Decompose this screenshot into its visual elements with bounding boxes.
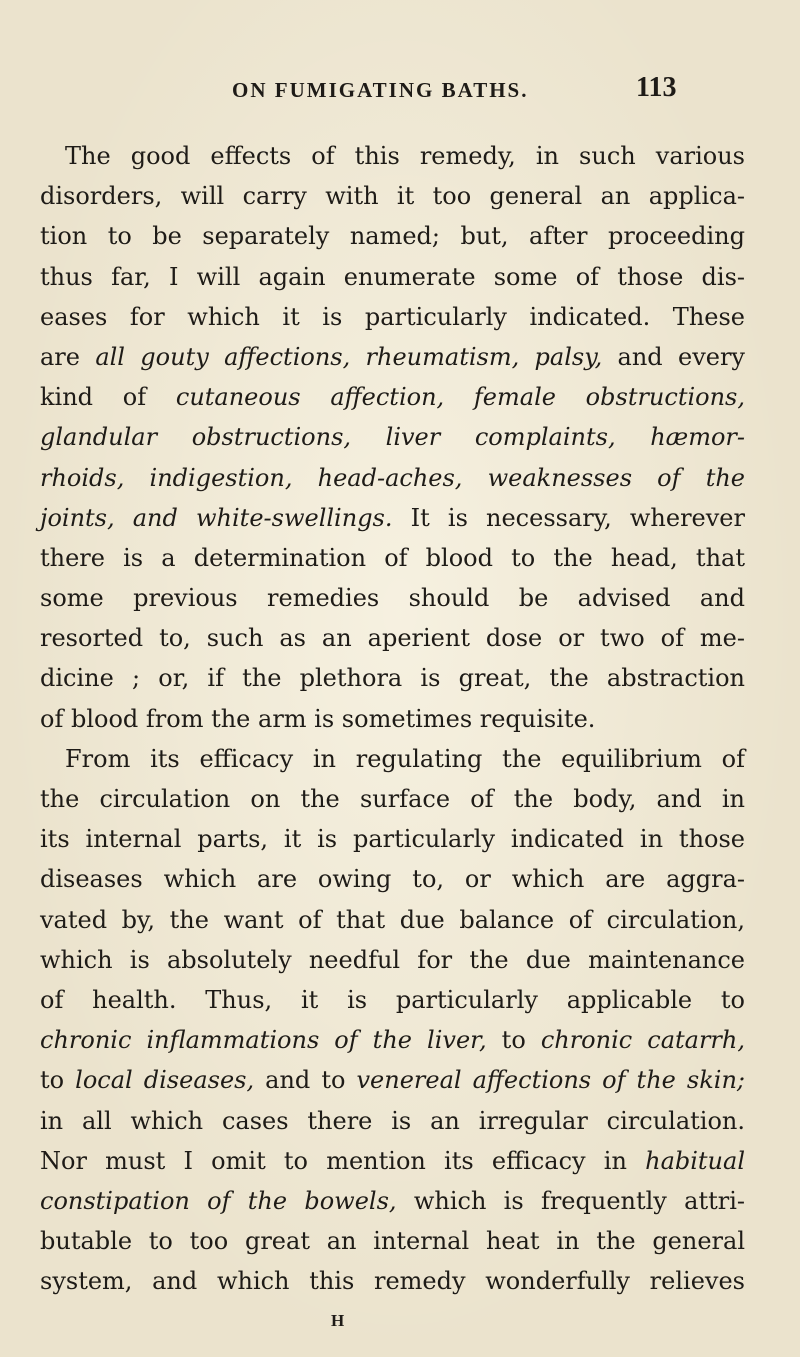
text-line: disorders, will carry with it too general an applica- (40, 182, 745, 211)
text-line: thus far, I will again enumerate some of those dis- (40, 262, 745, 291)
text-line: are all gouty affections, rheumatism, palsy, and every (40, 342, 745, 371)
text-line: to local diseases, and to venereal affections of the skin; (40, 1066, 745, 1095)
text-line: kind of cutaneous affection, female obstructions, (40, 383, 746, 412)
text-line: chronic inflammations of the liver, to chronic catarrh, (40, 1026, 745, 1055)
text-line: rhoids, indigestion, head-aches, weaknesses of the (40, 463, 745, 492)
text-line: the circulation on the surface of the body, and in (40, 785, 745, 813)
body-text (40, 136, 745, 1301)
text-line: of health. Thus, it is particularly applicable to (40, 985, 745, 1014)
text-line: system, and which this remedy wonderfully relieves (40, 1267, 745, 1296)
text-line: its internal parts, it is particularly indicated in those (40, 825, 745, 854)
text-line: in all which cases there is an irregular circulation. (40, 1106, 745, 1135)
text-line: there is a determination of blood to the head, that (40, 543, 745, 572)
page-number: 113 (636, 72, 677, 103)
text-line: diseases which are owing to, or which are aggra- (40, 865, 745, 894)
text-line: dicine ; or, if the plethora is great, the abstraction (40, 664, 745, 693)
signature-mark: H (331, 1311, 345, 1330)
text-line: which is absolutely needful for the due maintenance (40, 945, 745, 974)
text-line: constipation of the bowels, which is frequently attri- (40, 1186, 746, 1215)
text-line: Nor must I omit to mention its efficacy in habitual (40, 1146, 745, 1175)
text-line: of blood from the arm is sometimes requisite. (40, 704, 596, 733)
text-line: resorted to, such as an aperient dose or two of me- (40, 624, 745, 653)
text-line: joints, and white-swellings. It is necessary, wherever (40, 503, 745, 532)
running-title: ON FUMIGATING BATHS. (232, 78, 529, 102)
text-line: butable to too great an internal heat in the general (40, 1227, 745, 1256)
text-line: eases for which it is particularly indicated. These (40, 302, 745, 331)
text-line: From its efficacy in regulating the equilibrium of (65, 744, 745, 773)
text-line: The good effects of this remedy, in such various (65, 142, 745, 170)
text-line: some previous remedies should be advised and (40, 584, 745, 613)
text-line: glandular obstructions, liver complaints, hæmor- (40, 423, 745, 452)
text-line: tion to be separately named; but, after proceeding (40, 222, 745, 251)
text-line: vated by, the want of that due balance of circulation, (40, 905, 745, 934)
